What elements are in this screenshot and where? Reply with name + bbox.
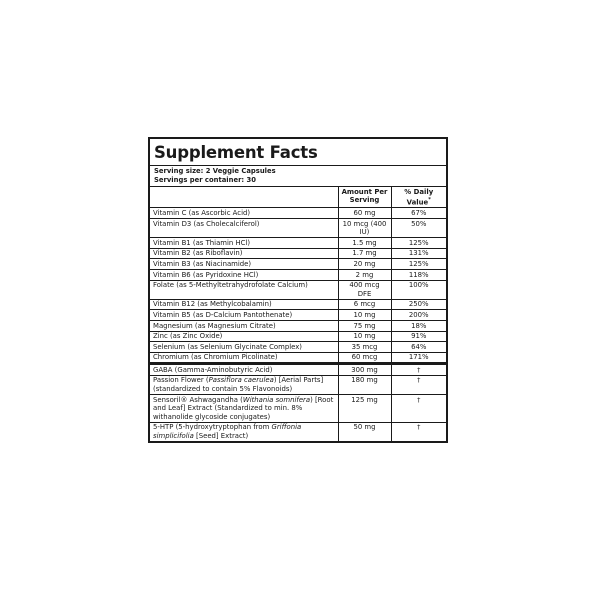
ingredient-name [150, 375, 338, 394]
nutrient-dv: 250% [391, 299, 446, 310]
other-ingredients-body [150, 364, 446, 441]
header-row [150, 187, 446, 208]
nutrient-dv: 125% [391, 238, 446, 249]
serving-size: Serving size: 2 Veggie Capsules [154, 167, 276, 175]
nutrient-row [150, 259, 446, 270]
ingredient-name-part: Sensoril® Ashwagandha ( [153, 395, 243, 404]
nutrient-name: Vitamin C (as Ascorbic Acid) [150, 208, 338, 219]
nutrient-dv: 118% [391, 270, 446, 281]
nutrient-row [150, 352, 446, 364]
amount-header: Amount Per Serving [338, 187, 391, 208]
ingredient-row [150, 375, 446, 394]
nutrient-name: Vitamin B6 (as Pyridoxine HCl) [150, 270, 338, 281]
ingredient-row [150, 364, 446, 376]
nutrient-row [150, 238, 446, 249]
nutrient-dv: 171% [391, 352, 446, 364]
nutrient-row [150, 321, 446, 332]
nutrient-amount: 1.5 mg [338, 238, 391, 249]
nutrient-amount: 10 mcg (400 IU) [338, 219, 391, 238]
nutrient-name: Vitamin B12 (as Methylcobalamin) [150, 299, 338, 310]
nutrient-name: Vitamin B1 (as Thiamin HCl) [150, 238, 338, 249]
ingredient-amount: 125 mg [338, 395, 391, 423]
nutrient-dv: 50% [391, 219, 446, 238]
nutrient-row [150, 219, 446, 238]
panel-title: Supplement Facts [154, 143, 318, 162]
facts-table [150, 186, 446, 441]
nutrient-row [150, 280, 446, 299]
nutrient-dv: 18% [391, 321, 446, 332]
nutrient-name: Vitamin B2 (as Riboflavin) [150, 248, 338, 259]
ingredient-dv: † [391, 395, 446, 423]
nutrient-dv: 200% [391, 310, 446, 321]
ingredient-name-part: [Seed] Extract) [193, 432, 249, 441]
ingredient-amount: 180 mg [338, 375, 391, 394]
nutrient-name: Vitamin B5 (as D-Calcium Pantothenate) [150, 310, 338, 321]
nutrient-row [150, 248, 446, 259]
nutrient-amount: 10 mg [338, 331, 391, 342]
nutrient-name: Selenium (as Selenium Glycinate Complex) [150, 342, 338, 353]
ingredient-name-part: GABA (Gamma-Aminobutyric Acid) [153, 365, 273, 374]
nutrient-row [150, 208, 446, 219]
nutrient-amount: 10 mg [338, 310, 391, 321]
nutrient-dv: 131% [391, 248, 446, 259]
nutrient-amount: 60 mg [338, 208, 391, 219]
nutrient-name: Vitamin D3 (as Cholecalciferol) [150, 219, 338, 238]
nutrient-amount: 1.7 mg [338, 248, 391, 259]
ingredient-dv: † [391, 422, 446, 441]
nutrient-amount: 400 mcg DFE [338, 280, 391, 299]
nutrient-row [150, 331, 446, 342]
ingredient-row [150, 395, 446, 423]
nutrient-name: Zinc (as Zinc Oxide) [150, 331, 338, 342]
nutrient-dv: 91% [391, 331, 446, 342]
ingredient-name [150, 422, 338, 441]
ingredient-dv: † [391, 375, 446, 394]
latin-name: Passiflora caerulea [208, 376, 274, 385]
nutrient-amount: 60 mcg [338, 352, 391, 364]
ingredient-name-part: ) [Aerial Parts] (standardized to contain 5% Flavonoids) [153, 376, 324, 394]
ingredient-header [150, 187, 338, 208]
vitamins-body [150, 208, 446, 364]
nutrient-name: Folate (as 5-Methyltetrahydrofolate Calcium) [150, 280, 338, 299]
ingredient-name-part: 5-HTP (5-hydroxytryptophan from [153, 423, 272, 432]
latin-name: Griffonia simplicifolia [153, 423, 302, 441]
dv-header-label: % Daily Value [404, 187, 434, 207]
nutrient-amount: 2 mg [338, 270, 391, 281]
dv-asterisk: * [428, 197, 431, 204]
ingredient-amount: 300 mg [338, 364, 391, 376]
ingredient-amount: 50 mg [338, 422, 391, 441]
nutrient-name: Vitamin B3 (as Niacinamide) [150, 259, 338, 270]
dv-header [391, 187, 446, 208]
nutrient-name: Chromium (as Chromium Picolinate) [150, 352, 338, 364]
servings-per-container: Servings per container: 30 [154, 175, 256, 184]
nutrient-dv: 125% [391, 259, 446, 270]
ingredient-name-part: Passion Flower ( [153, 376, 209, 385]
nutrient-row [150, 310, 446, 321]
nutrient-row [150, 342, 446, 353]
ingredient-name [150, 395, 338, 423]
nutrient-amount: 20 mg [338, 259, 391, 270]
nutrient-dv: 100% [391, 280, 446, 299]
supplement-facts-panel [148, 137, 448, 443]
nutrient-name: Magnesium (as Magnesium Citrate) [150, 321, 338, 332]
nutrient-dv: 64% [391, 342, 446, 353]
nutrient-amount: 75 mg [338, 321, 391, 332]
nutrient-amount: 6 mcg [338, 299, 391, 310]
nutrient-row [150, 299, 446, 310]
ingredient-row [150, 422, 446, 441]
ingredient-name [150, 364, 338, 376]
nutrient-dv: 67% [391, 208, 446, 219]
nutrient-amount: 35 mcg [338, 342, 391, 353]
nutrient-row [150, 270, 446, 281]
serving-info [150, 165, 446, 186]
ingredient-dv: † [391, 364, 446, 376]
ingredient-name-part: ) [Root and Leaf] Extract (Standardized to min. 8% withanolide glycoside conjugates) [153, 395, 334, 421]
latin-name: Withania somnifera [242, 395, 311, 404]
